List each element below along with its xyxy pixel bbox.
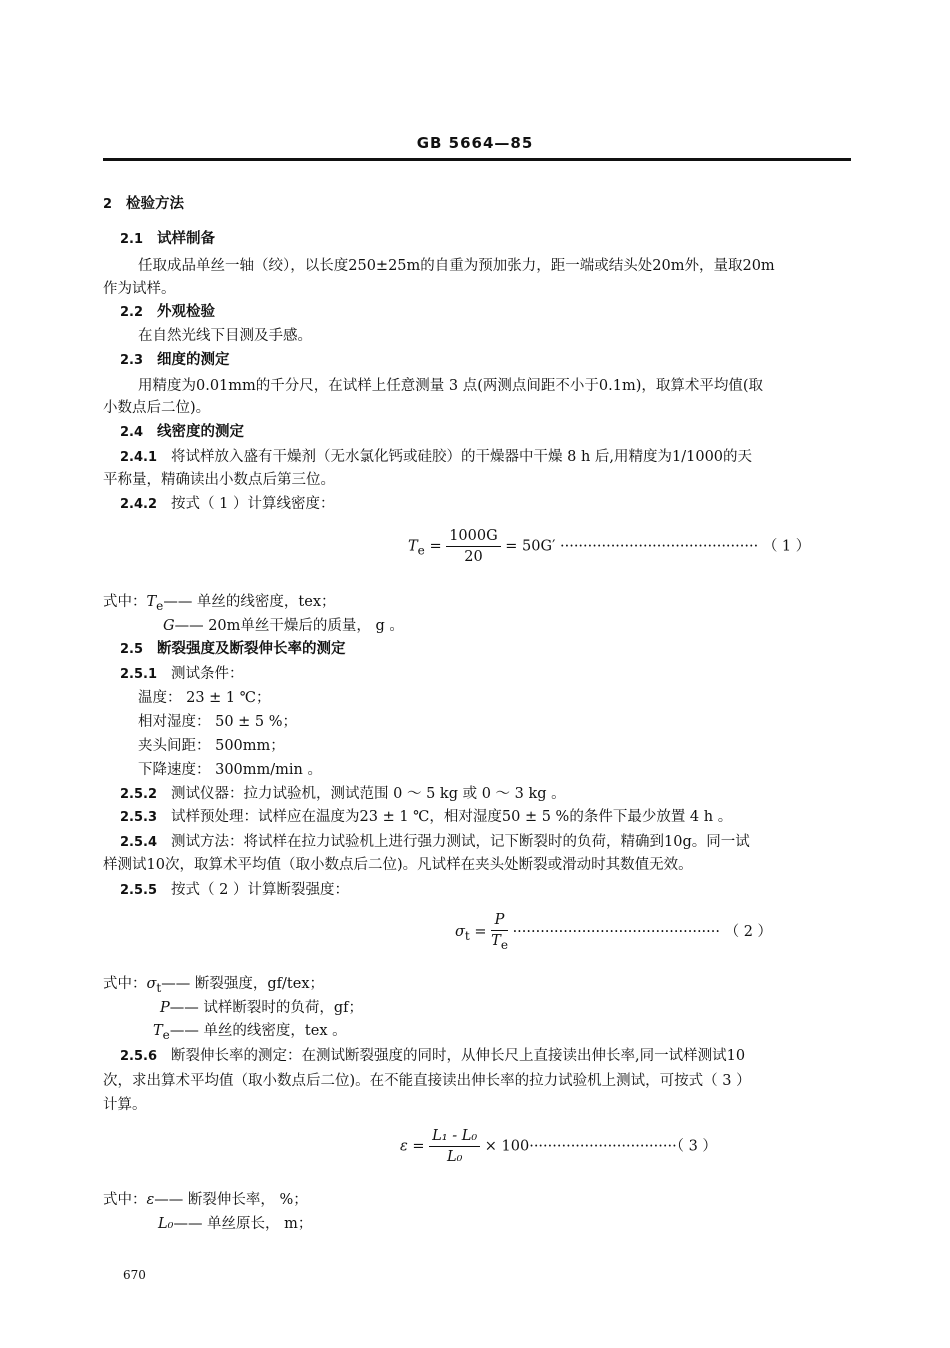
clause-text: 测试仪器：拉力试验机，测试范围 0 ～ 5 kg 或 0 ～ 3 kg 。 [171,786,566,802]
definition: —— 单丝原长， m； [173,1216,313,1232]
paragraph-line [120,832,750,853]
paragraph-line: 作为试样。 [103,281,176,297]
subscript: e [162,1027,170,1042]
section-number: 2.1 [120,232,144,247]
where-line [103,592,336,616]
denominator: L₀ [446,1149,463,1165]
numerator: 1000G [446,528,500,547]
section-number: 2 [103,197,113,212]
formula-symbol: σ [455,923,465,940]
subscript: t [156,980,162,995]
paragraph-line: 小数点后二位)。 [103,400,211,416]
clause-text: 按式（ 1 ）计算线密度： [171,496,335,512]
fraction [446,528,500,565]
paragraph-line: 平称量，精确读出小数点后第三位。 [103,472,335,488]
condition-line: 相对湿度： 50 ± 5 %； [138,714,298,730]
section-title: 检验方法 [126,196,185,212]
symbol: T [146,594,157,610]
symbol: L₀ [158,1216,174,1232]
section-2-5-heading [120,639,346,660]
paragraph-line [120,494,334,515]
where-line [103,1190,308,1210]
definition: —— 20m单丝干燥后的质量， g 。 [174,618,404,634]
paragraph-line [120,447,752,468]
denominator [491,931,508,952]
where-line [153,1021,347,1045]
equation-number: （ 3 ） [676,1138,717,1155]
where-line [103,974,324,998]
paragraph-line: 样测试10次，取算术平均值（取小数点后二位)。凡试样在夹头处断裂或滑动时其数值无效。 [103,857,693,873]
section-number: 2.5 [120,642,144,657]
equation-number: （ 2 ） [724,923,773,940]
document-header: GB 5664—85 [416,134,534,152]
clause-text: 将试样放入盛有干燥剂（无水氯化钙或硅胶）的干燥器中干燥 8 h 后,用精度为1/1000的天 [171,449,753,465]
section-title: 线密度的测定 [157,424,245,440]
formula-rhs: = 50G′ [505,538,556,555]
denominator-symbol: T [491,933,501,949]
condition-line: 夹头间距： 500mm； [138,738,285,754]
paragraph-line: 用精度为0.01mm的千分尺，在试样上任意测量 3 点(两测点间距不小于0.1m)，取算术平均值(取 [138,378,764,394]
symbol: T [153,1023,163,1039]
clause-number: 2.5.6 [120,1049,158,1064]
section-2-1-heading [120,229,215,250]
definition: —— 试样断裂时的负荷，gf； [169,1000,364,1016]
clause-text: 试样预处理：试样应在温度为23 ± 1 ℃，相对湿度50 ± 5 %的条件下最少放置 4 h 。 [171,809,733,825]
section-2-heading [103,194,184,215]
formula-subscript: e [417,543,425,558]
clause-number: 2.5.1 [120,667,158,682]
section-number: 2.4 [120,425,144,440]
fraction [429,1128,480,1165]
numerator: L₁ - L₀ [429,1128,480,1147]
where-prefix: 式中： [103,594,147,610]
clause-number: 2.5.4 [120,835,158,850]
clause-text: 断裂伸长率的测定：在测试断裂强度的同时，从伸长尺上直接读出伸长率,同一试样测试10 [171,1048,746,1064]
where-line [163,616,404,636]
section-number: 2.2 [120,305,144,320]
symbol: ε [146,1192,155,1208]
section-2-2-heading [120,302,215,323]
symbol: P [160,1000,170,1016]
clause-text: 测试条件： [171,666,244,682]
clause-text: 按式（ 2 ）计算断裂强度： [171,882,349,898]
formula-symbol: ε [400,1138,408,1155]
condition-line: 温度： 23 ± 1 ℃； [138,690,271,706]
definition: —— 断裂伸长率， %； [154,1192,308,1208]
symbol: G [163,618,175,634]
denominator: 20 [464,549,483,565]
paragraph-line: 次，求出算术平均值（取小数点后二位)。在不能直接读出伸长率的拉力试验机上测试，可按式（ 3 ） [103,1073,751,1089]
paragraph-line: 任取成品单丝一轴（绞），以长度250±25m的自重为预加张力，距一端或结头处20m外，量取20m [138,258,775,274]
condition-line: 下降速度： 300mm/min 。 [138,762,323,778]
formula-1: $T_e$ = $\frac{1000G}{20}$ = 50G′ ··········································· （ 1 ） [408,528,811,565]
section-title: 外观检验 [157,304,216,320]
formula-3: ε = $\frac{\text{L₁ - L₀}}{\text{L₀}}$ × 100································（ 3 ） [400,1128,717,1165]
section-2-4-heading [120,422,244,443]
clause-number: 2.5.5 [120,883,158,898]
paragraph-line [120,784,566,805]
header-rule [103,158,851,161]
paragraph-line [120,664,244,685]
section-title: 细度的测定 [157,352,230,368]
clause-number: 2.5.3 [120,810,158,825]
paragraph-line [120,807,732,828]
section-number: 2.3 [120,353,144,368]
definition: —— 单丝的线密度，tex 。 [169,1023,347,1039]
paragraph-line [120,1046,745,1067]
formula-subscript: t [464,928,470,943]
numerator: P [491,912,508,931]
where-line [160,998,363,1018]
clause-number: 2.5.2 [120,787,158,802]
symbol: σ [146,976,157,992]
formula-2: $\sigma_t$ = $\frac{P}{T_e}$ ············································· （ 2 ） [455,912,773,952]
paragraph-line: 计算。 [103,1097,147,1113]
definition: —— 单丝的线密度，tex； [163,594,336,610]
definition: —— 断裂强度，gf/tex； [161,976,324,992]
page-number: 670 [123,1268,146,1282]
formula-symbol: T [408,538,418,555]
where-prefix: 式中： [103,976,147,992]
clause-number: 2.4.2 [120,497,158,512]
clause-number: 2.4.1 [120,450,158,465]
section-2-3-heading [120,350,230,371]
clause-text: 测试方法：将试样在拉力试验机上进行强力测试，记下断裂时的负荷，精确到10g。同一试 [171,834,750,850]
where-prefix: 式中： [103,1192,147,1208]
fraction [491,912,508,952]
paragraph-line: 在自然光线下目测及手感。 [138,328,312,344]
section-title: 试样制备 [157,231,216,247]
equation-number: （ 1 ） [762,538,811,555]
denominator-subscript: e [500,937,508,952]
subscript: e [156,598,164,613]
formula-rhs: × 100 [484,1138,530,1155]
paragraph-line [120,880,349,901]
section-title: 断裂强度及断裂伸长率的测定 [157,641,346,657]
where-line [158,1214,312,1234]
